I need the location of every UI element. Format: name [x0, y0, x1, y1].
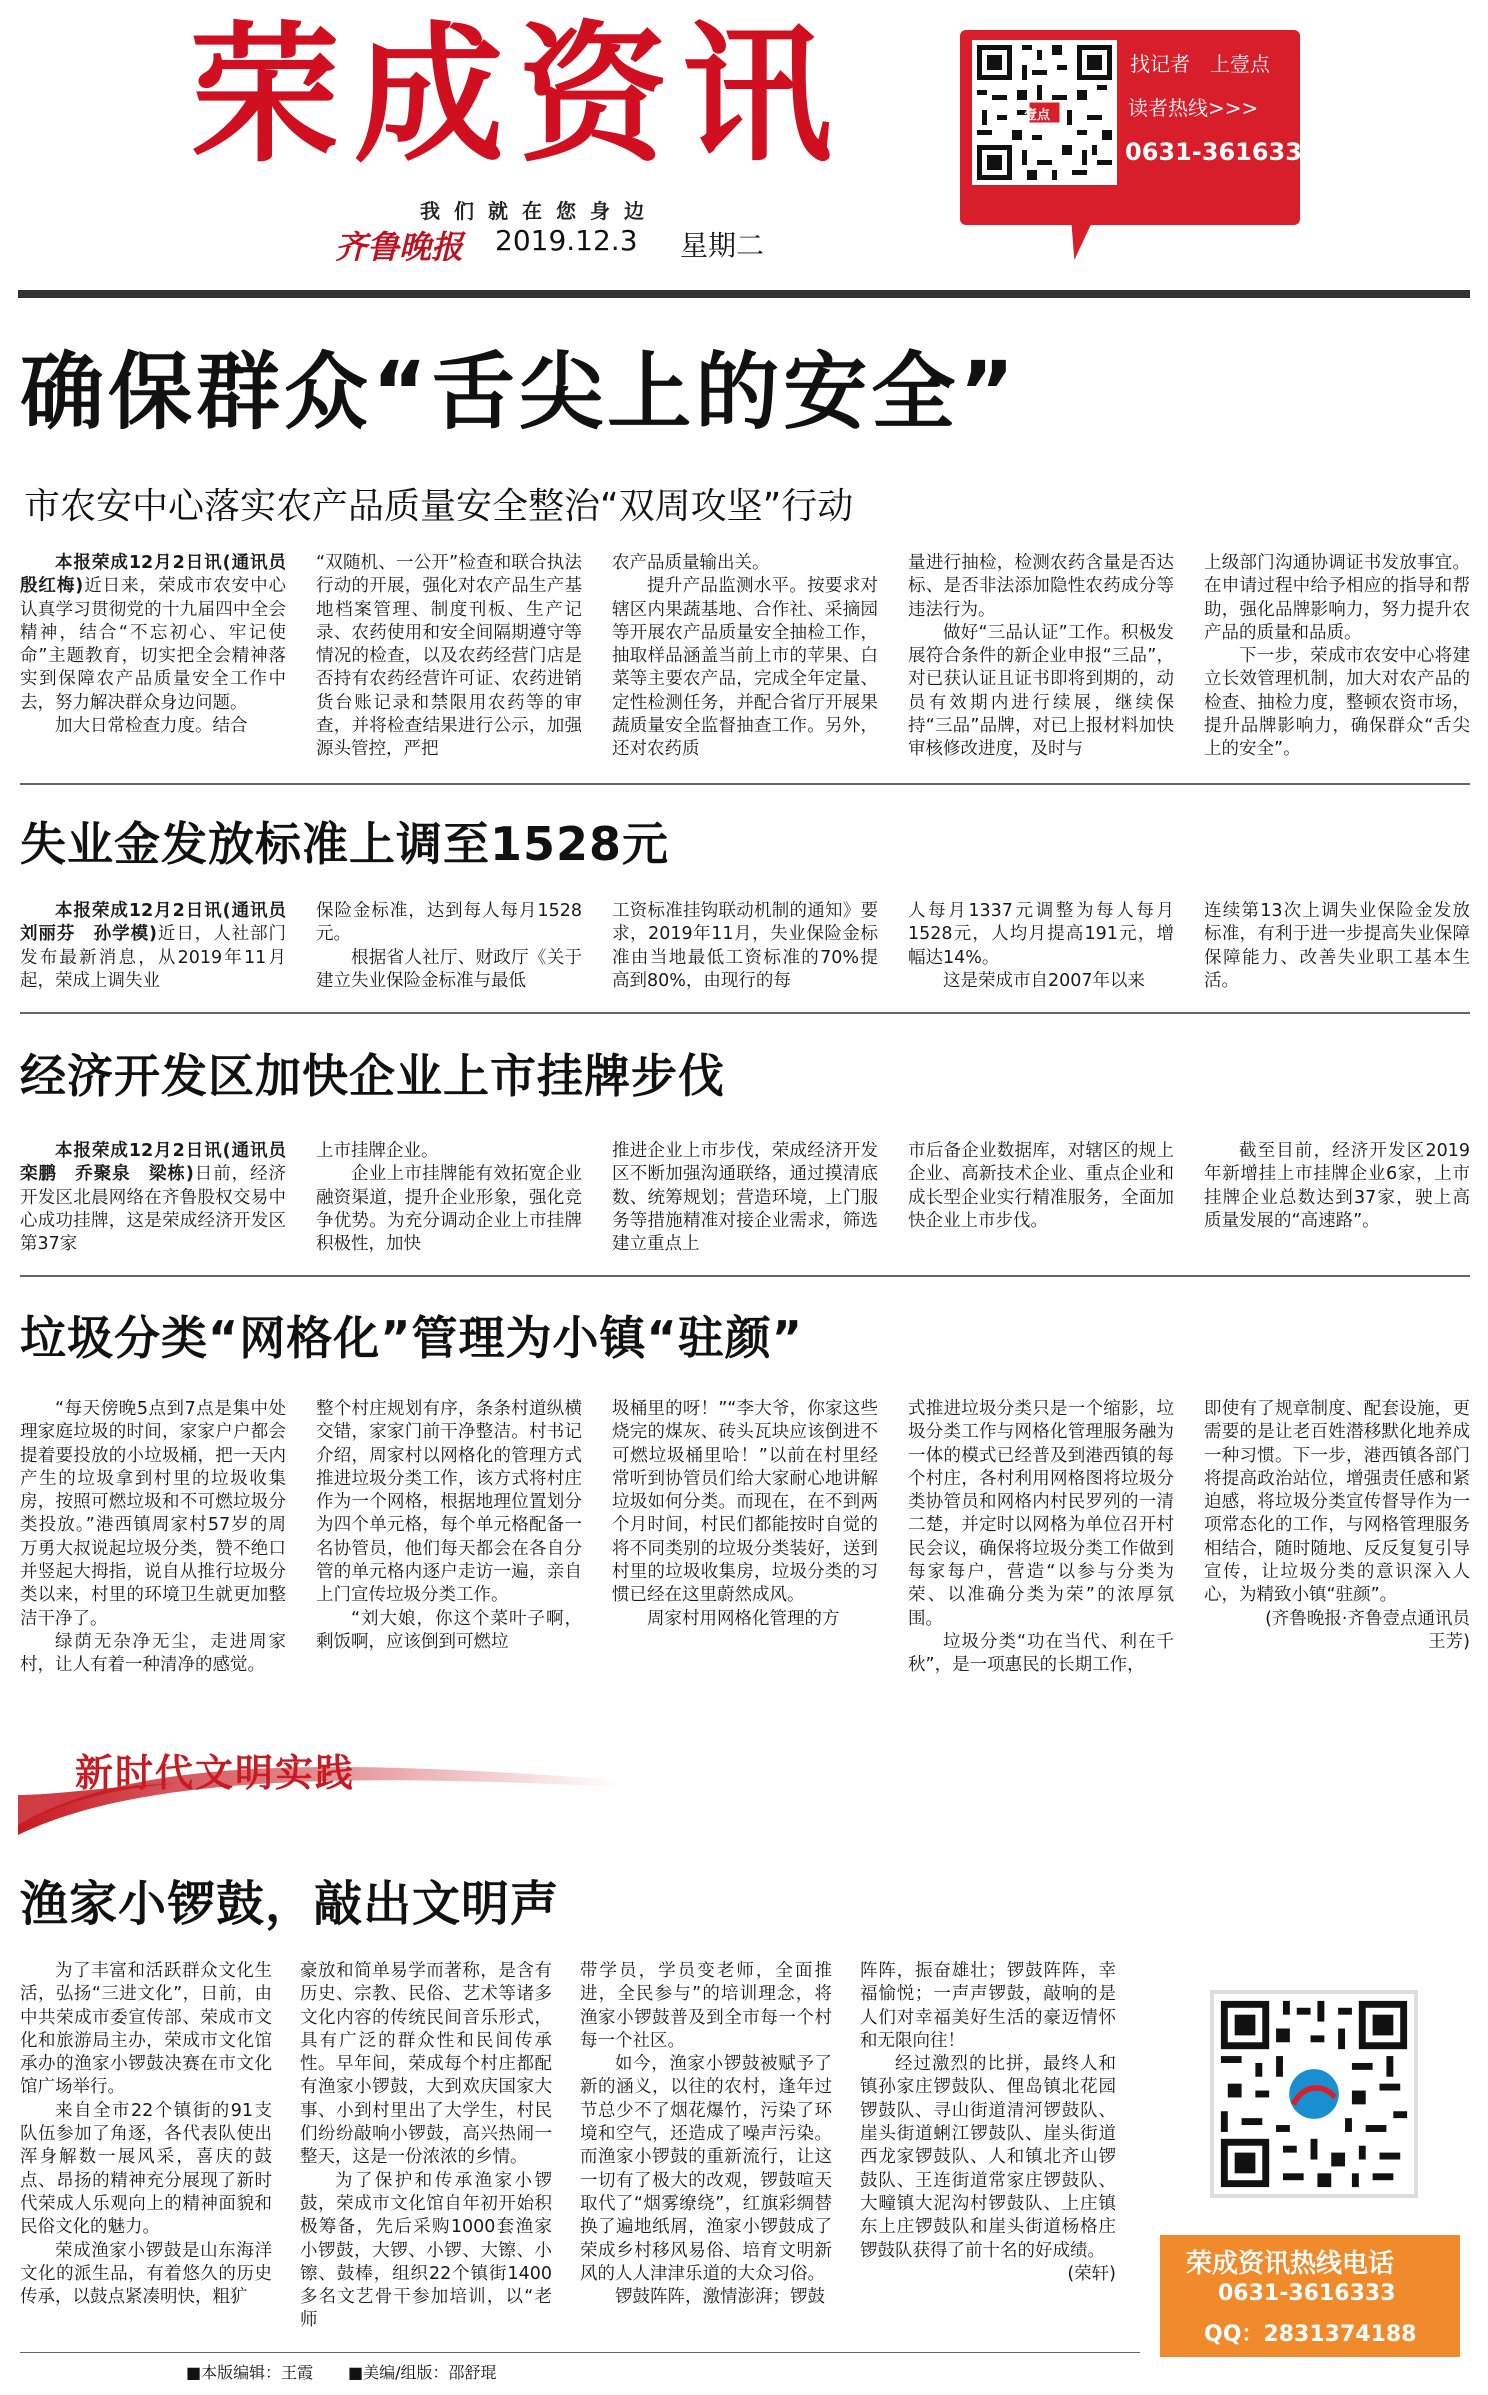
article2-col1: 本报荣成12月2日讯(通讯员 刘丽芬 孙学模)近日，人社部门发布最新消息，从2019年11月起，荣成上调失业 [20, 901, 304, 991]
qr-badge-label: 壹点 [1024, 108, 1051, 123]
article3-headline: 经济开发区加快企业上市挂牌步伐 [20, 1049, 725, 1103]
article1-col1b: 加大日常检查力度。结合 [55, 716, 248, 737]
article1-headline: 确保群众“舌尖上的安全” [20, 343, 1019, 441]
masthead-rule [18, 290, 1470, 298]
article1-col2: “双随机、一公开”检查和联合执法行动的开展，强化对农产品生产基地档案管理、制度刊板、生产记录、农药使用和安全间隔期遵守等情况的检查，以及农药经营门店是否持有农药经营许可证、农药进销货台账记录和禁限用农药等的审查，并将检查结果进行公示，加强源头管控，严把 [316, 553, 582, 760]
article3-col2: 上市挂牌企业。 企业上市挂牌能有效拓宽企业融资渠道，提升企业形象，强化竞争优势。为充分调动企业上市挂牌积极性，加快 [316, 1141, 582, 1255]
banner-line-1: 找记者 上壹点 [1130, 52, 1270, 76]
article3-col5: 截至目前，经济开发区2019年新增挂上市挂牌企业6家，上市挂牌企业总数达到37家，驶上高质量发展的“高速路”。 [1204, 1141, 1470, 1231]
article4-col5: 即使有了规章制度、配套设施，更需要的是让老百姓潜移默化地养成一种习惯。下一步，港西镇各部门将提高政治站位，增强责任感和紧迫感，将垃圾分类宣传督导作为一项常态化的工作，与网格管理服务相结合，随时随地、反反复复引导宣传，让垃圾分类的意识深入人心，为精致小镇“驻颜”。 (齐鲁晚报·齐鲁壹点通讯员 王芳) [1204, 1399, 1488, 1652]
masthead-slogan: 我们就在您身边 [420, 199, 658, 223]
hotline-box [1160, 2235, 1460, 2357]
masthead-title: 荣成资讯 [190, 7, 847, 183]
article4-headline: 垃圾分类“网格化”管理为小镇“驻颜” [20, 1311, 803, 1365]
article1-col3: 农产品质量输出关。 提升产品监测水平。按要求对辖区内果蔬基地、合作社、采摘园等开展农产品质量安全抽检工作，抽取样品涵盖当前上市的苹果、白菜等主要农产品，完成全年定量、定性检测任务，并配合省厅开展果蔬质量安全监督抽查工作。另外，还对农药质 [612, 553, 878, 760]
article4-col2: 整个村庄规划有序，条条村道纵横交错，家家门前干净整洁。村书记介绍，周家村以网格化的管理方式推进垃圾分类工作，该方式将村庄作为一个网格，根据地理位置划分为四个单元格，每个单元格配备一名协管员，他们每天都会在各自分管的单元格内逐户走访一遍，亲自上门宣传垃圾分类工作。 “刘大娘，你这个菜叶子啊，剩饭啊，应该倒到可燃垃 [316, 1399, 582, 1652]
hotline-qq: QQ：2831374188 [1204, 2322, 1417, 2347]
banner-line-2: 读者热线>>> [1128, 96, 1259, 120]
article4-col1: “每天傍晚5点到7点是集中处理家庭垃圾的时间，家家户户都会提着要投放的小垃圾桶，把一天内产生的垃圾拿到村里的垃圾收集房，按照可燃垃圾和不可燃垃圾分类投放。”港西镇周家村57岁的周万勇大叔说起垃圾分类，赞不绝口并竖起大拇指，说自从推行垃圾分类以来，村里的环境卫生就更加整洁干净了。 绿荫无杂净无尘，走进周家村，让人有着一种清净的感觉。 [20, 1399, 286, 1676]
article2-col3: 工资标准挂钩联动机制的通知》要求，2019年11月，失业保险金标准由当地最低工资标准的70%提高到80%，由现行的每 [612, 901, 878, 991]
bottom-qr-code[interactable] [1210, 1990, 1418, 2198]
article5-col4: 阵阵，振奋雄壮；锣鼓阵阵，幸福愉悦；一声声锣鼓，敲响的是人们对幸福美好生活的豪迈情怀和无限向往！ 经过激烈的比拼，最终人和镇孙家庄锣鼓队、俚岛镇北花园锣鼓队、寻山街道清河锣鼓队、崖头街道蜊江锣鼓队、崖头街道西龙家锣鼓队、人和镇北齐山锣鼓队、王连街道常家庄锣鼓队、大疃镇大泥沟村锣鼓队、上庄镇东上庄锣鼓队和崖头街道杨格庄锣鼓队获得了前十名的好成绩。 (荣轩) [860, 1961, 1116, 2284]
paper-name-logo: 齐鲁晚报 [335, 228, 464, 266]
article2-col4: 人每月1337元调整为每人每月1528元，人均月提高191元，增幅达14%。 这是荣成市自2007年以来 [908, 901, 1174, 991]
article1-subhead: 市农安中心落实农产品质量安全整治“双周攻坚”行动 [24, 486, 854, 527]
divider [20, 2352, 1140, 2353]
article3-col3: 推进企业上市步伐，荣成经济开发区不断加强沟通联络，通过摸清底数、统筹规划；营造环境，上门服务等措施精准对接企业需求，筛选建立重点上 [612, 1141, 878, 1255]
article3-col4: 市后备企业数据库，对辖区的规上企业、高新技术企业、重点企业和成长型企业实行精准服务，全面加快企业上市步伐。 [908, 1141, 1174, 1231]
article1-col4: 量进行抽检，检测农药含量是否达标、是否非法添加隐性农药成分等违法行为。 做好“三品认证”工作。积极发展符合条件的新企业申报“三品”，对已获认证且证书即将到期的，动员有效期内进行续展，继续保持“三品”品牌，对已上报材料加快审核修改进度，及时与 [908, 553, 1174, 760]
article4-col4: 式推进垃圾分类只是一个缩影，垃圾分类工作与网格化管理服务融为一体的模式已经普及到港西镇的每个村庄，各村利用网格图将垃圾分类协管员和网格内村民罗列的一清二楚，并定时以网格为单位召开村民会议，确保将垃圾分类工作做到每家每户，营造“以参与分类为荣、以准确分类为荣”的浓厚氛围。 垃圾分类“功在当代、利在千秋”，是一项惠民的长期工作， [908, 1399, 1174, 1676]
article1-col1 [20, 552, 304, 772]
article4-col3: 圾桶里的呀！”“李大爷，你家这些烧完的煤灰、砖头瓦块应该倒进不可燃垃圾桶里哈！”以前在村里经常听到协管员们给大家耐心地讲解垃圾如何分类。而现在，在不到两个月时间，村民们都能按时自觉的将不同类别的垃圾分类装好，送到村里的垃圾收集房，垃圾分类的习惯已经在这里蔚然成风。 周家村用网格化管理的方 [612, 1399, 878, 1629]
article1-col1-text: 近日来，荣成市农安中心认真学习贯彻党的十九届四中全会精神，结合“不忘初心、牢记使命”主题教育，切实把全会精神落实到保障农产品质量安全工作中去，努力解决群众身边问题。 [20, 576, 287, 713]
hotline-phone: 0631-3616333 [1218, 2281, 1396, 2306]
divider [20, 1012, 1470, 1014]
divider [20, 783, 1470, 785]
article2-headline: 失业金发放标准上调至1528元 [20, 817, 670, 871]
top-qr-code[interactable] [972, 40, 1117, 185]
article2-col5: 连续第13次上调失业保险金发放标准，有利于进一步提高失业保障保障能力、改善失业职工基本生活。 [1204, 901, 1470, 991]
article1-col5: 上级部门沟通协调证书发放事宜。在申请过程中给予相应的指导和帮助，强化品牌影响力，努力提升农产品的质量和品质。 下一步，荣成市农安中心将建立长效管理机制，加大对农产品的检查、抽检力度，整顿农资市场，提升品牌影响力，确保群众“舌尖上的安全”。 [1204, 553, 1470, 760]
footer-design: ■美编/组版：邵舒琨 [348, 2363, 497, 2382]
article5-col2: 豪放和简单易学而著称，是含有历史、宗教、民俗、艺术等诸多文化内容的传统民间音乐形式，具有广泛的群众性和民间传承性。早年间，荣成每个村庄都配有渔家小锣鼓，大到欢庆国家大事、小到村里出了大学生，村民们纷纷敲响小锣鼓，高兴热闹一整天，这是一份浓浓的乡情。 为了保护和传承渔家小锣鼓，荣成市文化馆自年初开始积极筹备，先后采购1000套渔家小锣鼓，大锣、小锣、大镲、小镲、鼓棒，组织22个镇街1400多名文艺骨干参加培训，以“老师 [300, 1961, 552, 2331]
article2-col2: 保险金标准，达到每人每月1528元。 根据省人社厅、财政厅《关于建立失业保险金标准与最低 [316, 901, 582, 991]
article3-col1: 本报荣成12月2日讯(通讯员 栾鹏 乔聚泉 梁栋)日前，经济开发区北晨网络在齐鲁股权交易中心成功挂牌，这是荣成经济开发区第37家 [20, 1141, 304, 1255]
footer-editor: ■本版编辑：王霞 [186, 2363, 314, 2382]
article5-col1: 为了丰富和活跃群众文化生活，弘扬“三进文化”，日前，由中共荣成市委宣传部、荣成市文化和旅游局主办，荣成市文化馆承办的渔家小锣鼓决赛在市文化馆广场举行。 来自全市22个镇街的91支队伍参加了角逐，各代表队使出浑身解数一展风采，喜庆的鼓点、昂扬的精神充分展现了新时代荣成人乐观向上的精神面貌和民俗文化的魅力。 荣成渔家小锣鼓是山东海洋文化的派生品，有着悠久的历史传承，以鼓点紧凑明快，粗犷 [20, 1961, 272, 2308]
issue-weekday: 星期二 [680, 229, 765, 262]
divider [20, 1275, 1470, 1277]
issue-date: 2019.12.3 [495, 224, 638, 257]
section-banner-title: 新时代文明实践 [75, 1751, 356, 1795]
banner-phone: 0631-3616333 [1125, 138, 1319, 166]
article5-headline: 渔家小锣鼓，敲出文明声 [20, 1876, 560, 1932]
article1-byline: 本报荣成12月2日讯(通讯员 殷红梅) [20, 553, 304, 597]
hotline-title: 荣成资讯热线电话 [1186, 2249, 1395, 2279]
qr-code-icon [1214, 1994, 1414, 2194]
article5-col3: 带学员，学员变老师，全面推进，全民参与”的培训理念，将渔家小锣鼓普及到全市每一个村每一个社区。 如今，渔家小锣鼓被赋予了新的涵义，以往的农村，逢年过节总少不了烟花爆竹，污染了环境和空气，还造成了噪声污染。而渔家小锣鼓的重新流行，让这一切有了极大的改观，锣鼓喧天取代了“烟雾缭绕”，红旗彩绸替换了遍地纸屑，渔家小锣鼓成了荣成乡村移风易俗、培育文明新风的人人津津乐道的大众习俗。 锣鼓阵阵，激情澎湃；锣鼓 [580, 1961, 832, 2308]
